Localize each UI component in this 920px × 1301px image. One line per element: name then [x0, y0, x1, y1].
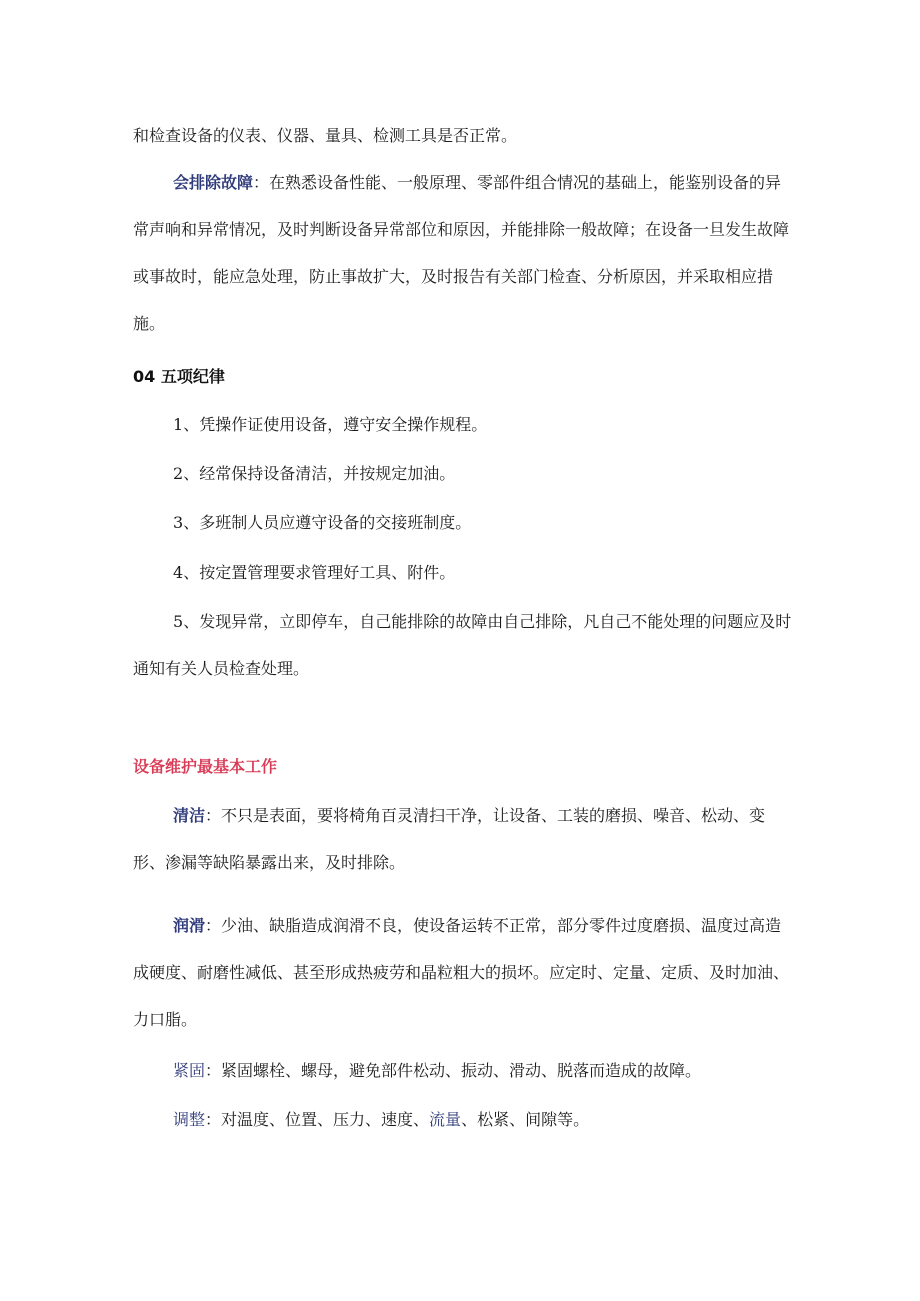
cleaning-text: 不只是表面，要将椅角百灵清扫干净，让设备、工装的磨损、噪音、松动、变形、渗漏等缺陷暴露出来，及时排除。: [133, 806, 766, 872]
adjusting-sep: ：: [205, 1110, 222, 1129]
troubleshooting-label: 会排除故障: [173, 173, 254, 192]
discipline-text: 、发现异常，立即停车，自己能排除的故障由自己排除，凡自己不能处理的问题应及时通知有关人员检查处理。: [133, 612, 792, 678]
lubrication-label: 润滑: [173, 916, 206, 935]
discipline-number: 2: [173, 464, 184, 483]
discipline-text: 、经常保持设备清洁，并按规定加油。: [183, 464, 456, 483]
discipline-text: 、多班制人员应遵守设备的交接班制度。: [183, 513, 472, 532]
adjusting-label: 调整: [173, 1110, 206, 1129]
troubleshooting-sep: ：: [253, 173, 270, 192]
heading-five-disciplines: 04 五项纪律: [133, 367, 225, 386]
cleaning-sep: ：: [205, 806, 222, 825]
paragraph-fastening: [133, 1047, 793, 1094]
section-title-basic-maintenance: 设备维护最基本工作: [133, 757, 278, 776]
discipline-item-1: [133, 401, 793, 448]
paragraph-cleaning: [133, 792, 793, 886]
discipline-text: 、凭操作证使用设备，遵守安全操作规程。: [183, 415, 488, 434]
adjusting-text-a: 对温度、位置、压力、速度、: [221, 1110, 430, 1129]
discipline-item-2: [133, 450, 793, 497]
lubrication-text: 少油、缺脂造成润滑不良，使设备运转不正常，部分零件过度磨损、温度过高造成硬度、耐磨性减低、甚至形成热疲劳和晶粒粗大的损坏。应定时、定量、定质、及时加油、力口脂。: [133, 916, 790, 1029]
adjusting-highlight: 流量: [429, 1110, 462, 1129]
discipline-item-4: [133, 549, 793, 596]
troubleshooting-text: 在熟悉设备性能、一般原理、零部件组合情况的基础上，能鉴别设备的异常声响和异常情况，及时判断设备异常部位和原因，并能排除一般故障；在设备一旦发生故障或事故时，能应急处理，防止事故扩大，及时报告有关部门检查、分析原因，并采取相应措施。: [133, 173, 790, 333]
adjusting-text-b: 、松紧、间隙等。: [461, 1110, 590, 1129]
fastening-text: 紧固螺栓、螺母，避免部件松动、振动、滑动、脱落而造成的故障。: [221, 1061, 702, 1080]
discipline-number: 1: [173, 415, 184, 434]
discipline-item-3: [133, 499, 793, 546]
discipline-item-5: [133, 598, 793, 692]
discipline-text: 、按定置管理要求管理好工具、附件。: [183, 563, 456, 582]
paragraph-instrument-check: 和检查设备的仪表、仪器、量具、检测工具是否正常。: [133, 126, 518, 145]
lubrication-sep: ：: [205, 916, 222, 935]
cleaning-label: 清洁: [173, 806, 206, 825]
paragraph-lubrication: [133, 902, 793, 1043]
discipline-number: 5: [173, 612, 184, 631]
paragraph-troubleshooting: [133, 159, 793, 347]
fastening-sep: ：: [205, 1061, 222, 1080]
fastening-label: 紧固: [173, 1061, 206, 1080]
discipline-number: 3: [173, 513, 184, 532]
paragraph-adjusting: [133, 1096, 793, 1143]
discipline-number: 4: [173, 563, 184, 582]
